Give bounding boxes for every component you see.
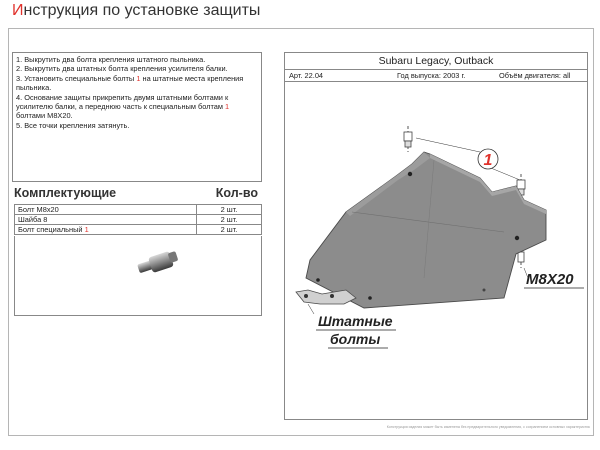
kit-item-qty: 2 шт. bbox=[197, 205, 262, 215]
kit-item-name: Шайба 8 bbox=[15, 215, 197, 225]
skid-plate-drawing bbox=[284, 82, 588, 362]
kit-qty-heading: Кол-во bbox=[215, 186, 258, 200]
part-ref-1: 1 bbox=[84, 225, 89, 234]
article-number: Арт. 22.04 bbox=[289, 71, 324, 80]
special-bolt-icon bbox=[136, 246, 186, 280]
car-model: Subaru Legacy, Outback bbox=[284, 52, 588, 70]
kit-row bbox=[15, 205, 262, 215]
instruction-step-5: 5. Все точки крепления затянуть. bbox=[16, 120, 130, 130]
front-bracket bbox=[296, 290, 356, 304]
kit-item-qty: 2 шт. bbox=[197, 215, 262, 225]
title-first-letter: И bbox=[12, 2, 24, 19]
kit-item-name: Болт специальный 1 bbox=[15, 225, 197, 235]
kit-row bbox=[15, 215, 262, 225]
stock-bolts-label-line2: болты bbox=[330, 331, 381, 347]
bolt-label: M8X20 bbox=[526, 271, 574, 288]
stock-label-leader bbox=[308, 304, 314, 314]
instruction-step-3: 3. Установить специальные болты 1 на штатные места крепления пыльника. bbox=[16, 73, 244, 93]
instruction-step-4: 4. Основание защиты прикрепить двумя штатными болтами к усилителю балки, а переднюю часть к специальным болтам 1 болтами M8X20. bbox=[16, 92, 230, 121]
callout-leader bbox=[416, 138, 480, 152]
engine-volume: Объём двигателя: all bbox=[499, 71, 571, 80]
kit-table bbox=[14, 204, 262, 235]
kit-row bbox=[15, 225, 262, 235]
instructions-box bbox=[12, 52, 262, 182]
instruction-step-1: 1. Выкрутить два болта крепления штатного пыльника. bbox=[16, 55, 206, 64]
instruction-step-2: 2. Выкрутить два штатных болта крепления усилителя балки. bbox=[16, 64, 228, 74]
kit-item-name: Болт M8x20 bbox=[15, 205, 197, 215]
footer-note: Конструкция изделия может быть изменена без предварительного уведомления, с сохранением основных характеристик bbox=[386, 425, 590, 429]
production-year: Год выпуска: 2003 г. bbox=[397, 71, 466, 80]
callout-number: 1 bbox=[483, 152, 493, 169]
kit-header bbox=[14, 186, 262, 202]
kit-heading: Комплектующие bbox=[14, 186, 117, 200]
car-details bbox=[284, 70, 588, 82]
stock-bolts-label-line1: Штатные bbox=[318, 313, 393, 329]
kit-item-qty: 2 шт. bbox=[197, 225, 262, 235]
part-ref-1: 1 bbox=[225, 102, 230, 112]
skid-plate bbox=[306, 152, 546, 308]
title-text: нструкция по установке защиты bbox=[23, 2, 261, 19]
page-title bbox=[12, 2, 260, 20]
part-ref-1: 1 bbox=[136, 73, 141, 83]
special-bolt-1 bbox=[404, 126, 412, 152]
